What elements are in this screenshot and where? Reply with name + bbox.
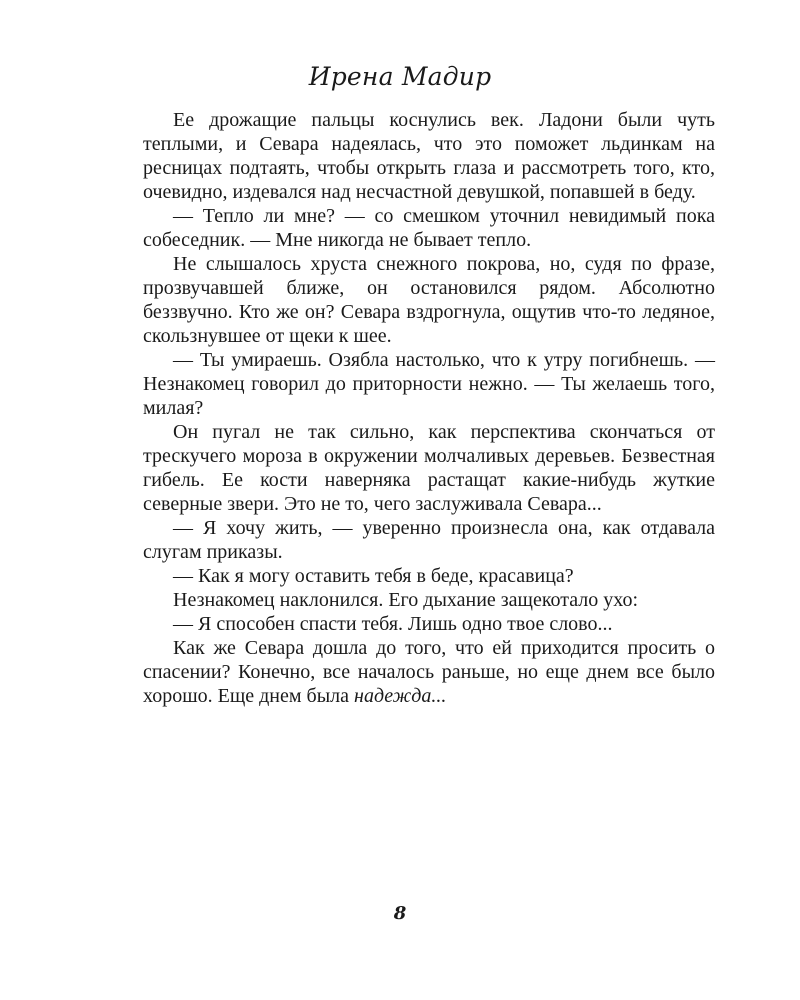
paragraph: — Я способен спасти тебя. Лишь одно твое слово... xyxy=(173,613,613,635)
paragraph-last xyxy=(143,636,715,708)
paragraph: — Как я могу оставить тебя в беде, красавица? xyxy=(173,565,574,587)
paragraph: — Я хочу жить, — уверенно произнесла она, как отдавала слугам приказы. xyxy=(143,517,715,563)
paragraph: Он пугал не так сильно, как перспектива скончаться от трескучего мороза в окружении молчаливых деревьев. Безвестная гибель. Ее кости наверняка растащат какие-нибудь жуткие северные звери. Это не то, чего заслуживала Севара... xyxy=(143,421,715,515)
page-number: 8 xyxy=(393,903,407,924)
body-text xyxy=(143,108,715,708)
paragraph: Ее дрожащие пальцы коснулись век. Ладони были чуть теплыми, и Севара надеялась, что это поможет льдинкам на ресницах подтаять, чтобы открыть глаза и рассмотреть того, кто, очевидно, издевался над несчастной девушкой, попавшей в беду. xyxy=(143,109,715,203)
paragraph: — Тепло ли мне? — со смешком уточнил невидимый пока собеседник. — Мне никогда не бывает тепло. xyxy=(143,205,715,251)
paragraph-text: Как же Севара дошла до того, что ей приходится просить о спасении? Конечно, все началось раньше, но еще днем все было хорошо. Еще днем была xyxy=(143,637,715,707)
paragraph: Не слышалось хруста снежного покрова, но, судя по фразе, прозвучавшей ближе, он остановился рядом. Абсолютно беззвучно. Кто же он? Севара вздрогнула, ощутив что-то ледяное, скользнувшее от щеки к шее. xyxy=(143,253,715,347)
italic-word: надежда... xyxy=(354,685,447,707)
running-head-author: Ирена Мадир xyxy=(308,62,492,91)
paragraph: — Ты умираешь. Озябла настолько, что к утру погибнешь. — Незнакомец говорил до приторности нежно. — Ты желаешь того, милая? xyxy=(143,349,715,419)
paragraph: Незнакомец наклонился. Его дыхание защекотало ухо: xyxy=(173,589,639,611)
